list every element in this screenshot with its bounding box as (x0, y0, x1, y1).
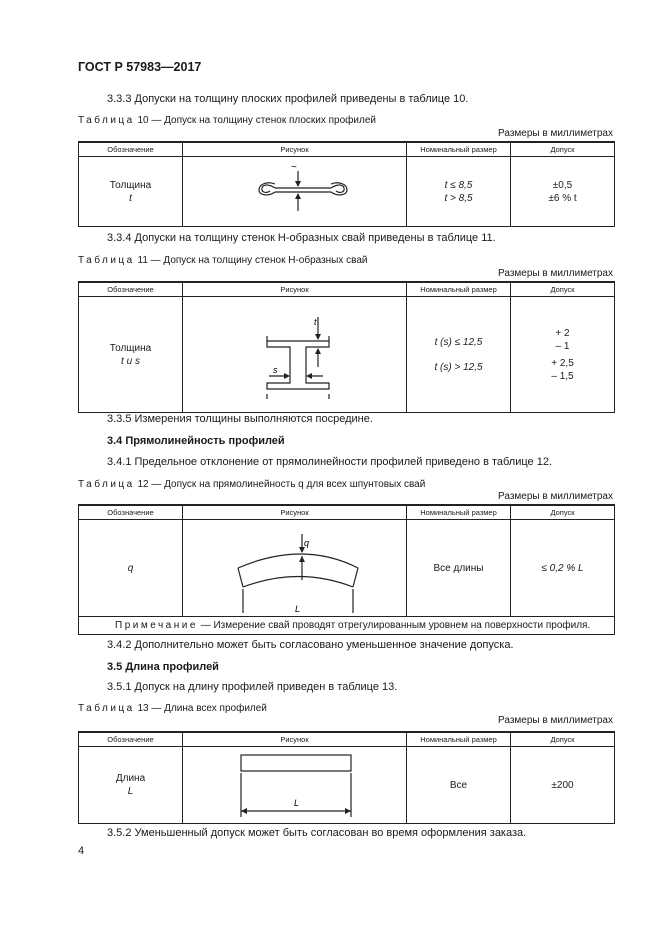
document-header: ГОСТ Р 57983—2017 (78, 60, 202, 74)
table-11 (78, 281, 615, 413)
col-designation: Обозначение (79, 732, 183, 747)
col-nominal: Номинальный размер (407, 282, 511, 297)
col-tolerance: Допуск (511, 732, 615, 747)
page-number: 4 (78, 845, 85, 857)
straightness-figure (183, 520, 407, 613)
table-12-note: Примечание — Измерение свай проводят отрегулированным уровнем на поверхности профиля. (79, 617, 615, 635)
t12-nominal: Все длины (407, 520, 511, 617)
col-nominal: Номинальный размер (407, 732, 511, 747)
h-pile-figure (183, 297, 407, 409)
table-10-units: Размеры в миллиметрах (498, 128, 613, 139)
t13-designation: Длина L (79, 747, 183, 824)
col-figure: Рисунок (183, 732, 407, 747)
col-designation: Обозначение (79, 505, 183, 520)
t13-tolerance: ±200 (511, 747, 615, 824)
col-designation: Обозначение (79, 282, 183, 297)
t11-nominal: t (s) ≤ 12,5 t (s) > 12,5 (407, 297, 511, 413)
col-figure: Рисунок (183, 505, 407, 520)
t12-tolerance: ≤ 0,2 % L (511, 520, 615, 617)
table-10 (78, 141, 615, 227)
t10-tolerance: ±0,5 ±6 % t (511, 157, 615, 227)
t11-fig-t: t (314, 317, 317, 327)
t11-tolerance: + 2 – 1 + 2,5 – 1,5 (511, 297, 615, 413)
t12-fig-q: q (304, 538, 310, 548)
table-10-caption: Таблица 10 — Допуск на толщину стенок плоских профилей (78, 115, 376, 126)
table-12-units: Размеры в миллиметрах (498, 491, 613, 502)
col-figure: Рисунок (183, 142, 407, 157)
t10-figure (183, 157, 407, 227)
paragraph-3-3-5: 3.3.5 Измерения толщины выполняются посредине. (107, 413, 373, 425)
paragraph-3-3-3: 3.3.3 Допуски на толщину плоских профилей приведены в таблице 10. (107, 93, 469, 105)
col-figure: Рисунок (183, 282, 407, 297)
length-figure (183, 747, 407, 820)
t11-designation: Толщина t и s (79, 297, 183, 413)
col-tolerance: Допуск (511, 142, 615, 157)
col-nominal: Номинальный размер (407, 505, 511, 520)
table-13-units: Размеры в миллиметрах (498, 715, 613, 726)
paragraph-3-4-2: 3.4.2 Дополнительно может быть согласовано уменьшенное значение допуска. (107, 639, 514, 651)
t13-fig-L: L (294, 798, 300, 808)
table-13-caption: Таблица 13 — Длина всех профилей (78, 703, 267, 714)
t12-figure (183, 520, 407, 617)
table-12 (78, 504, 615, 635)
paragraph-3-4-1: 3.4.1 Предельное отклонение от прямолинейности профилей приведено в таблице 12. (107, 456, 553, 468)
table-11-caption: Таблица 11 — Допуск на толщину стенок Н-образных свай (78, 255, 368, 266)
paragraph-3-3-4: 3.3.4 Допуски на толщину стенок Н-образных свай приведены в таблице 11. (107, 232, 496, 244)
table-12-caption: Таблица 12 — Допуск на прямолинейность q для всех шпунтовых свай (78, 479, 426, 490)
section-3-5-title: 3.5 Длина профилей (107, 661, 219, 673)
t13-nominal: Все (407, 747, 511, 824)
t12-fig-L: L (295, 604, 301, 613)
col-tolerance: Допуск (511, 505, 615, 520)
t12-designation: q (79, 520, 183, 617)
col-designation: Обозначение (79, 142, 183, 157)
col-tolerance: Допуск (511, 282, 615, 297)
flat-profile-figure (183, 157, 407, 223)
table-11-units: Размеры в миллиметрах (498, 268, 613, 279)
t10-nominal: t ≤ 8,5 t > 8,5 (407, 157, 511, 227)
paragraph-3-5-2: 3.5.2 Уменьшенный допуск может быть согласован во время оформления заказа. (107, 827, 527, 839)
paragraph-3-5-1: 3.5.1 Допуск на длину профилей приведен в таблице 13. (107, 681, 398, 693)
table-13 (78, 731, 615, 824)
t10-fig-label: ~ (291, 162, 297, 173)
section-3-4-title: 3.4 Прямолинейность профилей (107, 435, 285, 447)
t11-fig-s: s (273, 365, 278, 375)
col-nominal: Номинальный размер (407, 142, 511, 157)
t11-figure (183, 297, 407, 413)
t10-designation: Толщина t (79, 157, 183, 227)
t13-figure (183, 747, 407, 824)
